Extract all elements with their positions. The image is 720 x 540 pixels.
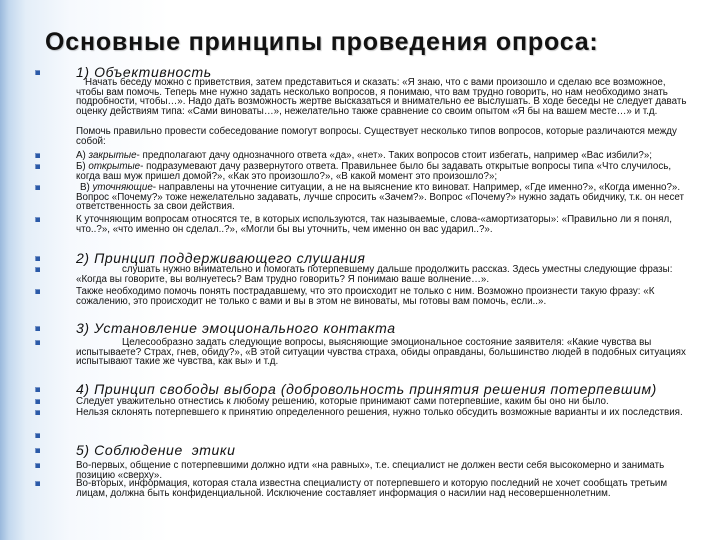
item-description: - подразумевают дачу развернутого ответа. Правильнее было бы задавать открытые вопросы типа «Что случилось, когда ваш муж пришел домой?», «Как это произошло?», «В какой момент это произошло?»; bbox=[76, 161, 672, 182]
square-bullet-icon bbox=[35, 463, 40, 468]
intro-text: Помочь правильно провести собеседование помогут вопросы. Существует несколько типов вопросов, которые различаются между собой: bbox=[76, 126, 677, 147]
square-bullet-icon bbox=[35, 448, 40, 453]
square-bullet-icon bbox=[35, 217, 40, 222]
item-text bbox=[76, 183, 692, 212]
question-type-term: открытые bbox=[88, 161, 141, 172]
square-bullet-icon bbox=[35, 340, 40, 345]
square-bullet-icon bbox=[35, 70, 40, 75]
slide-title: Основные принципы проведения опроса: bbox=[45, 28, 599, 56]
section-heading: 2) Принцип поддерживающего слушания bbox=[76, 250, 366, 266]
item-text: Также необходимо помочь понять пострадавшему, что это происходит не только с ним. Возможно произнести такую фразу: «К сожалению, это происходит не только с вами и вы в этом не виноваты, мы готовы вам помочь, если..». bbox=[76, 286, 655, 307]
item-text: Следует уважительно отнестись к любому решению, которые принимают сами потерпевшие, каким бы оно ни было. bbox=[76, 396, 609, 407]
item-text: Целесообразно задать следующие вопросы, выясняющие эмоциональное состояние заявителя: «Какие чувства вы испытываете? Страх, гнев, обиду?», «В этой ситуации чувства страха, обиды оправданы, большинство людей в подобных ситуациях испытывают такие же чувства, как вы» и т.д. bbox=[76, 337, 686, 368]
item-text: слушать нужно внимательно и помогать потерпевшему дальше продолжить рассказ. Здесь уместны следующие фразы: «Когда вы говорите, вы волнуетесь? Вам трудно говорить? Я понимаю ваше волнение…». bbox=[76, 264, 673, 285]
item-text: Нельзя склонять потерпевшего к принятию определенного решения, нужно только обсудить возможные варианты и их последствия. bbox=[76, 407, 683, 418]
square-bullet-icon bbox=[35, 289, 40, 294]
square-bullet-icon bbox=[35, 481, 40, 486]
item-marker: В) bbox=[80, 182, 93, 193]
square-bullet-icon bbox=[35, 433, 40, 438]
square-bullet-icon bbox=[35, 256, 40, 261]
item-text bbox=[76, 151, 692, 161]
square-bullet-icon bbox=[35, 153, 40, 158]
section-heading: 3) Установление эмоционального контакта bbox=[76, 320, 396, 336]
section-heading: 5) Соблюдение этики bbox=[76, 442, 236, 458]
item-description: - направлены на уточнение ситуации, а не на выяснение кто виноват. Например, «Где именно?», «Когда именно?». Вопрос «Почему?» тоже нежелательно задавать, лучше спросить «Зачем?». Вопрос «Почему?» нужно задать обидчику, т.к. он несет ответственность за свои действия. bbox=[76, 182, 684, 213]
square-bullet-icon bbox=[35, 326, 40, 331]
item-text: Во-первых, общение с потерпевшими должно идти «на равных», т.е. специалист не должен вести себя высокомерно и занимать позицию «сверху». bbox=[76, 460, 665, 481]
item-marker: А) bbox=[76, 150, 89, 161]
square-bullet-icon bbox=[35, 399, 40, 404]
item-text: К уточняющим вопросам относятся те, в которых используются, так называемые, слова-«амортизаторы»: «Правильно ли я понял, что..?», «что именно он сделал..?», «Могли бы вы уточнить, чем именно он вас ударил..?». bbox=[76, 214, 672, 235]
square-bullet-icon bbox=[35, 185, 40, 190]
item-text: Во-вторых, информация, которая стала известна специалисту от потерпевшего и которую последний не хочет сообщать третьим лицам, должна быть конфиденциальной. Исключение составляет информация о насилии над несовершеннолетним. bbox=[76, 478, 668, 499]
intro-text: Начать беседу можно с приветствия, затем представиться и сказать: «Я знаю, что с вами произошло и сделаю все возможное, чтобы вам помочь. Теперь мне нужно задать несколько вопросов, я понимаю, что вам трудно говорить, но нам необходимо знать подробности, чтобы…». Надо дать возможность жертве высказаться и внимательно ее выслушать. В ходе беседы не следует давать оценку действиям типа: «Сами виноваты…», нежелательно также сравнение со своим опытом «Я бы на вашем месте…» и т.д. bbox=[76, 77, 687, 117]
section-heading: 4) Принцип свободы выбора (добровольность принятия решения потерпевшим) bbox=[76, 381, 657, 397]
item-description: - предполагают дачу однозначного ответа «да», «нет». Таких вопросов стоит избегать, например «Вас избили?»; bbox=[136, 150, 652, 161]
square-bullet-icon bbox=[35, 267, 40, 272]
item-text bbox=[76, 162, 692, 181]
item-marker: Б) bbox=[76, 161, 89, 172]
square-bullet-icon bbox=[35, 164, 40, 169]
question-type-term: уточняющие bbox=[92, 182, 153, 193]
question-type-term: закрытые bbox=[88, 150, 137, 161]
square-bullet-icon bbox=[35, 387, 40, 392]
section-heading: 1) Объективность bbox=[76, 64, 212, 80]
square-bullet-icon bbox=[35, 410, 40, 415]
